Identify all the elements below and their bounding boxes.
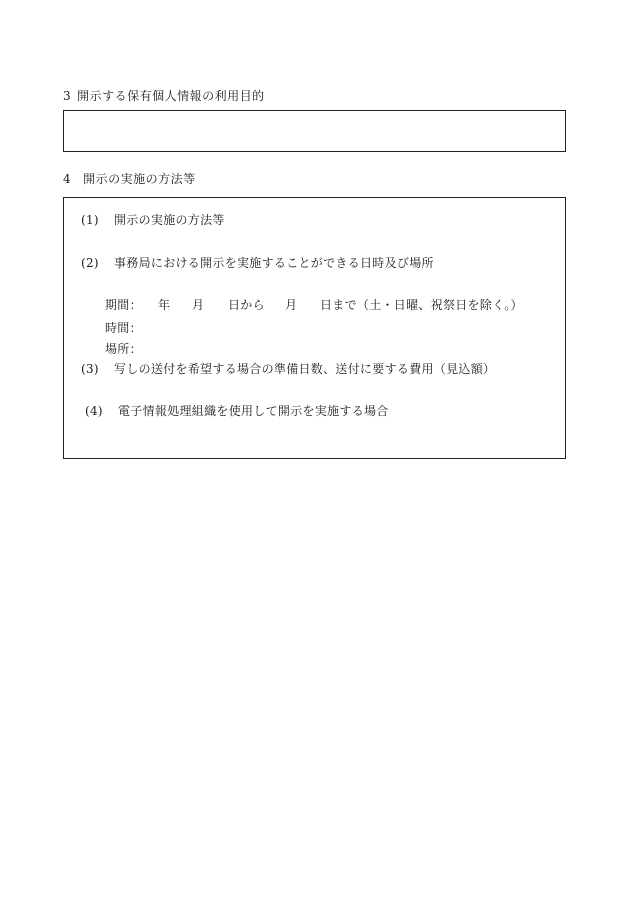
place-label: 場所： <box>105 342 142 356</box>
period-label: 期間： <box>105 298 142 312</box>
period-row <box>105 296 565 312</box>
item-4-label: 電子情報処理組織を使用して開示を実施する場合 <box>118 404 389 418</box>
item-4 <box>85 402 389 419</box>
section-4-number: 4 <box>63 172 72 186</box>
item-2-label: 事務局における開示を実施することができる日時及び場所 <box>114 256 434 270</box>
item-3 <box>81 360 495 377</box>
section-4-heading <box>63 170 196 187</box>
period-day-from: 日から <box>228 298 265 312</box>
section-3-number: 3 <box>63 89 72 103</box>
item-3-number: (3) <box>81 362 99 376</box>
time-label: 時間： <box>105 321 142 335</box>
period-year-unit: 年 <box>158 298 171 312</box>
item-1-label: 開示の実施の方法等 <box>114 213 225 227</box>
item-1-number: (1) <box>81 213 99 227</box>
period-day-until: 日まで（土・日曜、祝祭日を除く。） <box>320 298 523 312</box>
item-2-number: (2) <box>81 256 99 270</box>
period-month-unit-2: 月 <box>285 298 298 312</box>
item-3-label: 写しの送付を希望する場合の準備日数、送付に要する費用（見込額） <box>114 362 496 376</box>
item-2 <box>81 254 434 271</box>
item-1 <box>81 211 225 228</box>
period-month-unit: 月 <box>192 298 205 312</box>
section-3-heading <box>63 87 265 104</box>
section-3-title: 開示する保有個人情報の利用目的 <box>77 89 265 103</box>
section-4-title: 開示の実施の方法等 <box>83 172 196 186</box>
purpose-of-use-box[interactable] <box>63 110 566 152</box>
item-4-number: (4) <box>85 404 103 418</box>
disclosure-method-box <box>63 197 566 459</box>
